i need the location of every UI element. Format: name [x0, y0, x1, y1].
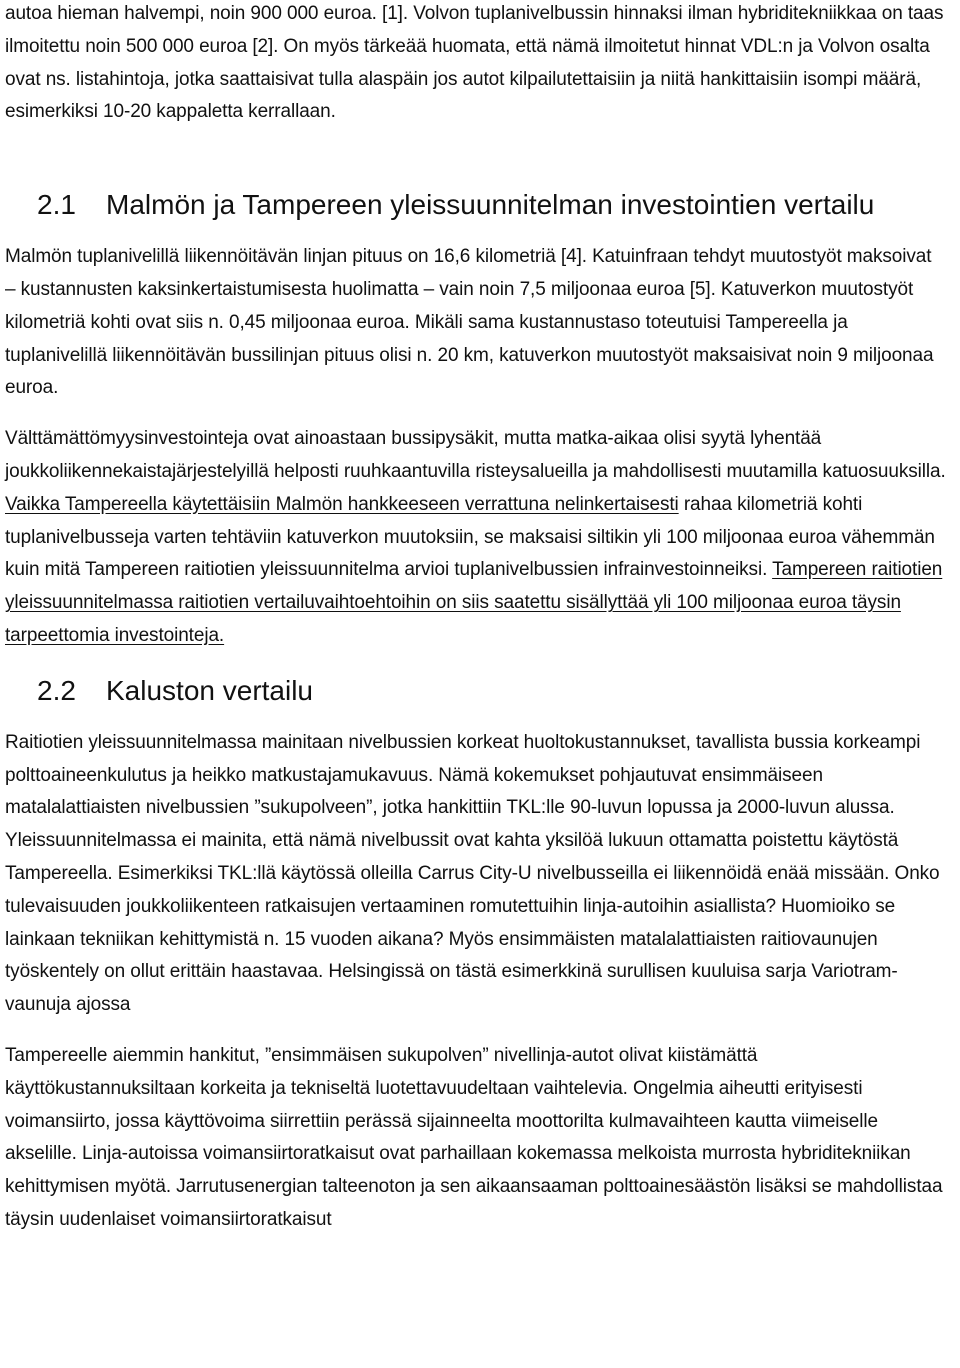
section-2-1-paragraph-2: [5, 423, 946, 653]
intro-paragraph: autoa hieman halvempi, noin 900 000 euroa. [1]. Volvon tuplanivelbussin hinnaksi ilman hybriditekniikkaa on taas ilmoitettu noin 500 000 euroa [2]. On myös tärkeää huomata, että nämä ilmoitetut hinnat VDL:n ja Volvon osalta ovat ns. listahintoja, jotka saattaisivat tulla alaspäin jos autot kilpailutettaisiin ja niitä hankittaisiin isompi määrä, esimerkiksi 10-20 kappaletta kerrallaan.: [5, 3, 944, 123]
underlined-text: Tampereen raitiotien yleissuunnitelmassa raitiotien vertailuvaihtoehtoihin on siis saatettu sisällyttää yli 100 miljoonaa euroa täysin tarpeettomia investointeja.: [5, 559, 943, 646]
section-number: 2.1: [37, 189, 76, 221]
paragraph-text: rahaa kilometriä kohti tuplanivelbusseja varten tehtäviin katuverkon muutoksiin, se maksaisi siltikin yli 100 miljoonaa euroa vähemmän kuin mitä Tampereen raitiotien yleissuunnitelma arvioi tuplanivelbussien infrainvestoinneiksi.: [5, 493, 935, 581]
spacer: [5, 405, 946, 423]
section-heading-2-1: [5, 185, 946, 225]
section-title: Malmön ja Tampereen yleissuunnitelman investointien vertailu: [106, 189, 875, 221]
section-2-1-paragraph-1: Malmön tuplanivelillä liikennöitävän linjan pituus on 16,6 kilometriä [4]. Katuinfraan tehdyt muutostyöt maksoivat – kustannusten kaksinkertaistumisesta huolimatta – vain noin 7,5 miljoonaa euroa [5]. Katuverkon muutostyöt kilometriä kohti ovat siis n. 0,45 miljoonaa euroa. Mikäli sama kustannustaso toteutuisi Tampereella ja tuplanivelillä liikennöitävän bussilinjan pituus olisi n. 20 km, katuverkon muutostyöt maksaisivat noin 9 miljoonaa euroa.: [5, 246, 934, 399]
spacer: [5, 1022, 946, 1040]
spacer: [5, 653, 946, 671]
spacer: [5, 129, 946, 185]
paragraph-text: Välttämättömyysinvestointeja ovat ainoastaan bussipysäkit, mutta matka-aikaa olisi syytä lyhentää joukkoliikennekaistajärjestelyillä helposti ruuhkaantuvilla risteysalueilla ja mahdollisesti muutamilla katuosuuksilla.: [5, 428, 946, 482]
section-title: Kaluston vertailu: [106, 674, 314, 706]
section-2-2-paragraph-1: Raitiotien yleissuunnitelmassa mainitaan nivelbussien korkeat huoltokustannukset, tavallista bussia korkeampi polttoaineenkulutus ja heikko matkustajamukavuus. Nämä kokemukset pohjautuvat ensimmäiseen matalalattiaisten nivelbussien ”sukupolveen”, jotka hankittiin TKL:lle 90-luvun lopussa ja 2000-luvun alussa. Yleissuunnitelmassa ei mainita, että nämä nivelbussit ovat kahta yksilöä lukuun ottamatta poistettu käytöstä Tampereella. Esimerkiksi TKL:llä käytössä olleilla Carrus City-U nivelbusseilla ei liikennöidä enää missään. Onko tulevaisuuden joukkoliikenteen ratkaisujen vertaaminen romutettuihin linja-autoihin asiallista? Huomioiko se lainkaan tekniikan kehittymistä n. 15 vuoden aikana? Myös ensimmäisten matalalattiaisten raitiovaunujen työskentely on ollut erittäin haastavaa. Helsingissä on tästä esimerkkinä surullisen kuuluisa sarja Variotram-vaunuja ajossa: [5, 731, 940, 1016]
spacer: [5, 225, 946, 241]
spacer: [5, 711, 946, 727]
section-number: 2.2: [37, 674, 76, 706]
underlined-text: Vaikka Tampereella käytettäisiin Malmön hankkeeseen verrattuna nelinkertaisesti: [5, 493, 679, 515]
section-2-2-paragraph-2: Tampereelle aiemmin hankitut, ”ensimmäisen sukupolven” nivellinja-autot olivat kiistämättä käyttökustannuksiltaan korkeita ja tekniseltä luotettavuudeltaan vaihtelevia. Ongelmia aiheutti erityisesti voimansiirto, jossa käyttövoima siirrettiin perässä sijainneelta moottorilta kulmavaihteen kautta viimeiselle akselille. Linja-autoissa voimansiirtoratkaisut ovat parhaillaan kokemassa melkoista murrosta hybriditekniikan kehittymisen myötä. Jarrutusenergian talteenoton ja sen aikaansaaman polttoainesäästön lisäksi se mahdollistaa täysin uudenlaiset voimansiirtoratkaisut: [5, 1044, 943, 1230]
section-heading-2-2: [5, 671, 946, 711]
